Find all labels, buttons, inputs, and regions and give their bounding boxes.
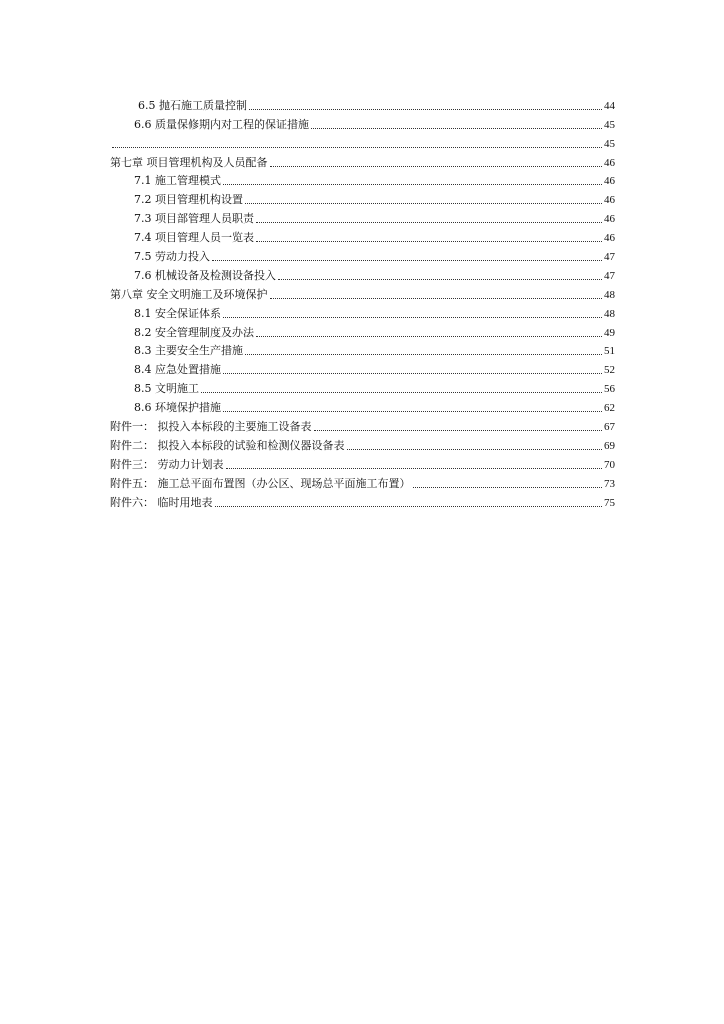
toc-leader-dots <box>311 128 602 129</box>
toc-leader-dots <box>413 487 603 488</box>
toc-entry-page-number: 46 <box>604 232 615 245</box>
toc-leader-dots <box>223 317 602 318</box>
toc-entry[interactable] <box>110 321 615 340</box>
toc-entry-page-number: 46 <box>604 156 615 169</box>
toc-entry-label: 附件三： 劳动力计划表 <box>110 457 224 471</box>
toc-leader-dots <box>201 392 602 393</box>
toc-entry-page-number: 49 <box>604 326 615 339</box>
toc-entry[interactable] <box>110 434 615 453</box>
toc-entry-page-number: 69 <box>604 439 615 452</box>
toc-entry-page-number: 67 <box>604 421 615 434</box>
toc-entry[interactable] <box>110 358 615 377</box>
toc-entry-page-number: 51 <box>604 345 615 358</box>
toc-entry[interactable] <box>110 340 615 359</box>
toc-entry-label: 8.4 应急处置措施 <box>134 363 221 377</box>
toc-entry-label: 7.5 劳动力投入 <box>134 250 210 264</box>
toc-leader-dots <box>223 184 602 185</box>
toc-entry-label: 6.6 质量保修期内对工程的保证措施 <box>134 117 309 131</box>
table-of-contents <box>110 94 615 510</box>
toc-entry-page-number: 70 <box>604 458 615 471</box>
toc-entry-page-number: 46 <box>604 175 615 188</box>
toc-entry-page-number: 47 <box>604 251 615 264</box>
toc-leader-dots <box>223 411 602 412</box>
toc-entry[interactable] <box>110 453 615 472</box>
toc-entry-label: 第七章 项目管理机构及人员配备 <box>110 155 268 169</box>
toc-leader-dots <box>245 354 602 355</box>
toc-leader-dots <box>256 222 602 223</box>
toc-entry-label: 8.3 主要安全生产措施 <box>134 344 243 358</box>
toc-entry-label: 7.4 项目管理人员一览表 <box>134 231 254 245</box>
toc-entry-label: 附件五： 施工总平面布置图（办公区、现场总平面施工布置） <box>110 476 411 490</box>
toc-entry[interactable] <box>110 226 615 245</box>
toc-leader-dots <box>112 147 602 148</box>
toc-entry-label: 第八章 安全文明施工及环境保护 <box>110 287 268 301</box>
toc-entry-page-number: 44 <box>604 99 615 112</box>
toc-entry[interactable] <box>110 170 615 189</box>
toc-entry-label: 附件六： 临时用地表 <box>110 495 213 509</box>
toc-entry-page-number: 45 <box>604 137 615 150</box>
toc-entry-page-number: 52 <box>604 364 615 377</box>
toc-entry-page-number: 46 <box>604 213 615 226</box>
toc-leader-dots <box>278 279 602 280</box>
toc-leader-dots <box>270 166 603 167</box>
toc-entry-label: 8.5 文明施工 <box>134 382 199 396</box>
toc-entry-label: 7.2 项目管理机构设置 <box>134 193 243 207</box>
toc-leader-dots <box>215 506 603 507</box>
toc-entry[interactable] <box>110 188 615 207</box>
toc-entry-label: 7.1 施工管理模式 <box>134 174 221 188</box>
toc-entry[interactable] <box>110 264 615 283</box>
toc-entry-label: 附件二： 拟投入本标段的试验和检测仪器设备表 <box>110 438 345 452</box>
toc-entry[interactable] <box>110 302 615 321</box>
toc-entry-page-number: 46 <box>604 194 615 207</box>
toc-entry[interactable] <box>110 396 615 415</box>
toc-leader-dots <box>347 449 603 450</box>
toc-entry[interactable] <box>110 94 615 113</box>
toc-entry-label: 7.6 机械设备及检测设备投入 <box>134 268 276 282</box>
toc-entry[interactable] <box>110 377 615 396</box>
toc-entry[interactable] <box>110 491 615 510</box>
toc-entry[interactable] <box>110 245 615 264</box>
toc-entry-label: 8.2 安全管理制度及办法 <box>134 325 254 339</box>
toc-entry[interactable] <box>110 472 615 491</box>
toc-entry-label: 7.3 项目部管理人员职责 <box>134 212 254 226</box>
toc-entry-page-number: 62 <box>604 402 615 415</box>
toc-entry[interactable] <box>110 207 615 226</box>
toc-entry[interactable] <box>110 132 615 151</box>
toc-leader-dots <box>249 109 602 110</box>
toc-entry[interactable] <box>110 113 615 132</box>
toc-entry-label: 8.1 安全保证体系 <box>134 306 221 320</box>
toc-entry-page-number: 48 <box>604 288 615 301</box>
toc-entry[interactable] <box>110 151 615 170</box>
toc-entry-label: 6.5 抛石施工质量控制 <box>138 98 247 112</box>
toc-entry-page-number: 73 <box>604 477 615 490</box>
toc-entry-page-number: 45 <box>604 118 615 131</box>
toc-entry-page-number: 47 <box>604 269 615 282</box>
toc-entry-page-number: 56 <box>604 383 615 396</box>
toc-leader-dots <box>256 336 602 337</box>
toc-leader-dots <box>314 430 603 431</box>
toc-entry-label: 附件一： 拟投入本标段的主要施工设备表 <box>110 420 312 434</box>
toc-entry-label: 8.6 环境保护措施 <box>134 401 221 415</box>
toc-leader-dots <box>270 298 603 299</box>
toc-entry[interactable] <box>110 415 615 434</box>
toc-leader-dots <box>245 203 602 204</box>
toc-entry-page-number: 48 <box>604 307 615 320</box>
toc-leader-dots <box>212 260 602 261</box>
toc-entry-page-number: 75 <box>604 496 615 509</box>
toc-leader-dots <box>256 241 602 242</box>
toc-leader-dots <box>226 468 603 469</box>
toc-leader-dots <box>223 373 602 374</box>
toc-entry[interactable] <box>110 283 615 302</box>
